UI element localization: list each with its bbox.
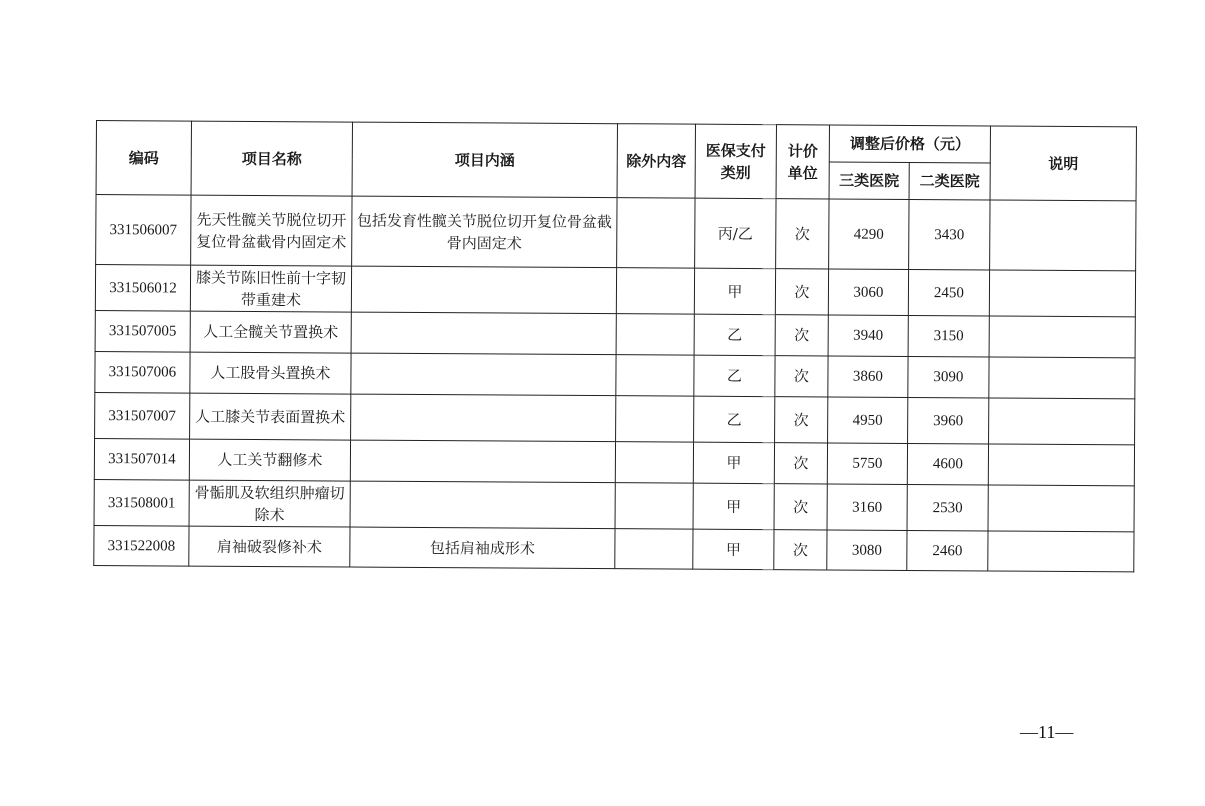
- header-exclusions: 除外内容: [617, 124, 695, 198]
- cell-exclusions: [617, 198, 695, 268]
- cell-price3: 3940: [828, 315, 908, 356]
- cell-code: 331506007: [96, 195, 191, 266]
- cell-content: 包括发育性髋关节脱位切开复位骨盆截骨内固定术: [352, 196, 617, 268]
- cell-price3: 4950: [828, 397, 908, 443]
- cell-name: 先天性髋关节脱位切开复位骨盆截骨内固定术: [191, 195, 352, 266]
- cell-price3: 3160: [827, 484, 907, 530]
- cell-exclusions: [616, 396, 694, 442]
- cell-note: [988, 444, 1134, 486]
- cell-note: [988, 531, 1134, 572]
- cell-name: 骨骺肌及软组织肿瘤切除术: [189, 480, 350, 527]
- table-row: [95, 392, 1135, 444]
- cell-code: 331507007: [95, 392, 190, 439]
- cell-unit: 次: [775, 315, 828, 356]
- cell-price2: 2460: [907, 530, 988, 570]
- cell-insurance: 乙: [694, 314, 775, 355]
- cell-insurance: 丙/乙: [695, 198, 776, 268]
- cell-exclusions: [615, 529, 693, 569]
- table-row: [95, 310, 1135, 357]
- header-content: 项目内涵: [352, 122, 617, 198]
- cell-unit: 次: [775, 356, 828, 397]
- table-row: [94, 525, 1134, 571]
- cell-price3: 3080: [827, 530, 907, 570]
- table-row: [95, 351, 1135, 398]
- table-row: [94, 438, 1134, 485]
- cell-price3: 4290: [829, 199, 909, 269]
- cell-unit: 次: [775, 269, 828, 315]
- cell-unit: 次: [775, 397, 828, 443]
- fee-table: [93, 120, 1137, 572]
- cell-code: 331522008: [94, 525, 189, 566]
- cell-unit: 次: [774, 530, 827, 570]
- cell-exclusions: [616, 355, 694, 396]
- cell-price2: 3090: [908, 356, 989, 397]
- cell-note: [988, 485, 1134, 532]
- cell-price3: 3860: [828, 356, 908, 397]
- cell-note: [990, 200, 1136, 271]
- cell-insurance: 乙: [694, 355, 775, 396]
- cell-name: 人工股骨头置换术: [190, 352, 351, 394]
- cell-note: [989, 357, 1135, 399]
- page-number: —11—: [1020, 722, 1074, 742]
- cell-price2: 3150: [908, 315, 989, 356]
- cell-unit: 次: [776, 199, 829, 269]
- cell-name: 人工全髋关节置换术: [190, 311, 351, 353]
- cell-insurance: 乙: [694, 396, 775, 442]
- cell-insurance: 甲: [693, 442, 774, 483]
- cell-code: 331507006: [95, 351, 190, 393]
- header-code: 编码: [96, 121, 191, 196]
- cell-content: [350, 440, 615, 483]
- cell-code: 331506012: [95, 265, 190, 312]
- cell-content: [351, 394, 616, 442]
- header-price-class3: 三类医院: [829, 162, 909, 199]
- header-price-class2: 二类医院: [909, 162, 990, 199]
- cell-content: 包括肩袖成形术: [350, 527, 615, 569]
- cell-code: 331508001: [94, 479, 189, 526]
- cell-exclusions: [616, 314, 694, 355]
- cell-name: 人工膝关节表面置换术: [190, 393, 351, 440]
- cell-price3: 3060: [828, 269, 908, 315]
- cell-exclusions: [615, 442, 693, 483]
- header-name: 项目名称: [191, 121, 352, 196]
- cell-note: [989, 316, 1135, 358]
- cell-insurance: 甲: [693, 483, 774, 529]
- table-row: [94, 479, 1134, 531]
- cell-price2: 3960: [908, 397, 989, 443]
- cell-insurance: 甲: [694, 268, 775, 314]
- cell-price2: 2530: [907, 484, 988, 530]
- cell-insurance: 甲: [693, 529, 774, 569]
- cell-code: 331507005: [95, 310, 190, 352]
- cell-name: 人工关节翻修术: [189, 439, 350, 481]
- header-note: 说明: [990, 126, 1136, 201]
- cell-exclusions: [616, 268, 694, 314]
- header-unit: 计价单位: [776, 125, 829, 199]
- cell-exclusions: [615, 483, 693, 529]
- cell-name: 膝关节陈旧性前十字韧带重建术: [190, 265, 351, 312]
- cell-note: [989, 270, 1135, 317]
- cell-price2: 2450: [908, 269, 989, 315]
- cell-content: [350, 481, 615, 529]
- cell-content: [351, 312, 616, 355]
- cell-content: [351, 353, 616, 396]
- cell-price3: 5750: [827, 443, 907, 484]
- cell-unit: 次: [774, 443, 827, 484]
- cell-price2: 3430: [909, 199, 990, 269]
- cell-note: [989, 398, 1135, 445]
- cell-code: 331507014: [94, 438, 189, 480]
- header-price-group: 调整后价格（元）: [829, 125, 990, 163]
- cell-unit: 次: [774, 484, 827, 530]
- header-insurance: 医保支付类别: [695, 124, 776, 198]
- cell-content: [351, 266, 616, 314]
- cell-name: 肩袖破裂修补术: [189, 526, 350, 567]
- table-row: [96, 195, 1136, 271]
- cell-price2: 4600: [907, 443, 988, 484]
- table-row: [95, 265, 1135, 317]
